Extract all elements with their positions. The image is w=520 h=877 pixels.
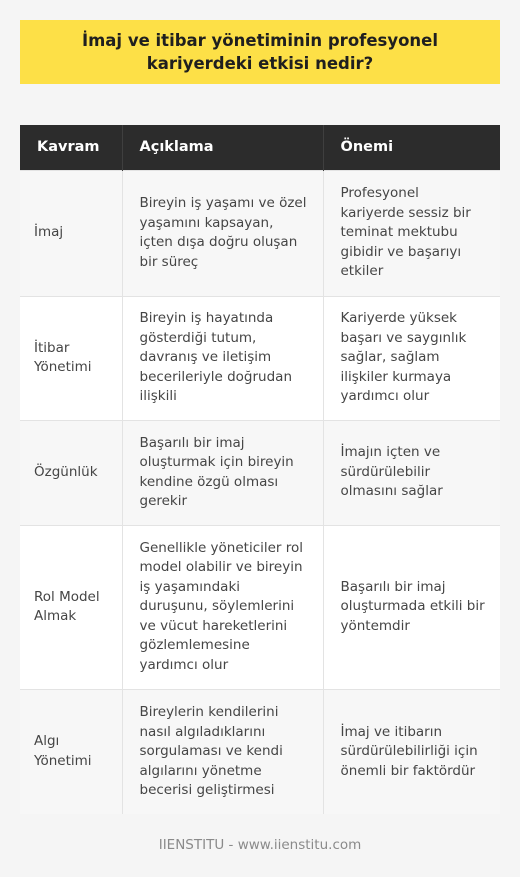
page-title: İmaj ve itibar yönetiminin profesyonel kariyerdeki etkisi nedir? [81,31,439,73]
table-row [20,296,500,420]
cell-importance: Başarılı bir imaj oluşturmada etkili bir yöntemdir [323,525,500,689]
footer-credit: IIENSTITU - www.iienstitu.com [158,837,362,853]
cell-description: Başarılı bir imaj oluşturmak için bireyin kendine özgü olması gerekir [122,420,323,525]
column-header-importance: Önemi [323,125,500,170]
cell-description: Bireylerin kendilerini nasıl algıladıklarını sorgulaması ve kendi algılarını yönetme becerisi geliştirmesi [122,689,323,814]
cell-importance: Kariyerde yüksek başarı ve saygınlık sağlar, sağlam ilişkiler kurmaya yardımcı olur [323,296,500,420]
concept-table [20,125,500,814]
table-header-row [20,125,500,170]
cell-importance: İmajın içten ve sürdürülebilir olmasını sağlar [323,420,500,525]
cell-term: Özgünlük [20,420,122,525]
table-row [20,525,500,689]
table-row [20,420,500,525]
column-header-term: Kavram [37,139,100,156]
column-header-description: Açıklama [122,125,323,170]
cell-importance: Profesyonel kariyerde sessiz bir teminat mektubu gibidir ve başarıyı etkiler [323,170,500,296]
title-banner [20,20,500,84]
cell-term: İtibar Yönetimi [20,296,122,420]
cell-term: İmaj [20,170,122,296]
cell-term: Algı Yönetimi [20,689,122,814]
cell-term: Rol Model Almak [20,525,122,689]
cell-description: Genellikle yöneticiler rol model olabilir ve bireyin iş yaşamındaki duruşunu, söylemlerini ve vücut hareketlerini gözlemlemesine yardımcı olur [122,525,323,689]
table-row [20,170,500,296]
cell-importance: İmaj ve itibarın sürdürülebilirliği için önemli bir faktördür [323,689,500,814]
table-row [20,689,500,814]
cell-description: Bireyin iş hayatında gösterdiği tutum, davranış ve iletişim becerileriyle doğrudan ilişkili [122,296,323,420]
cell-description: Bireyin iş yaşamı ve özel yaşamını kapsayan, içten dışa doğru oluşan bir süreç [122,170,323,296]
